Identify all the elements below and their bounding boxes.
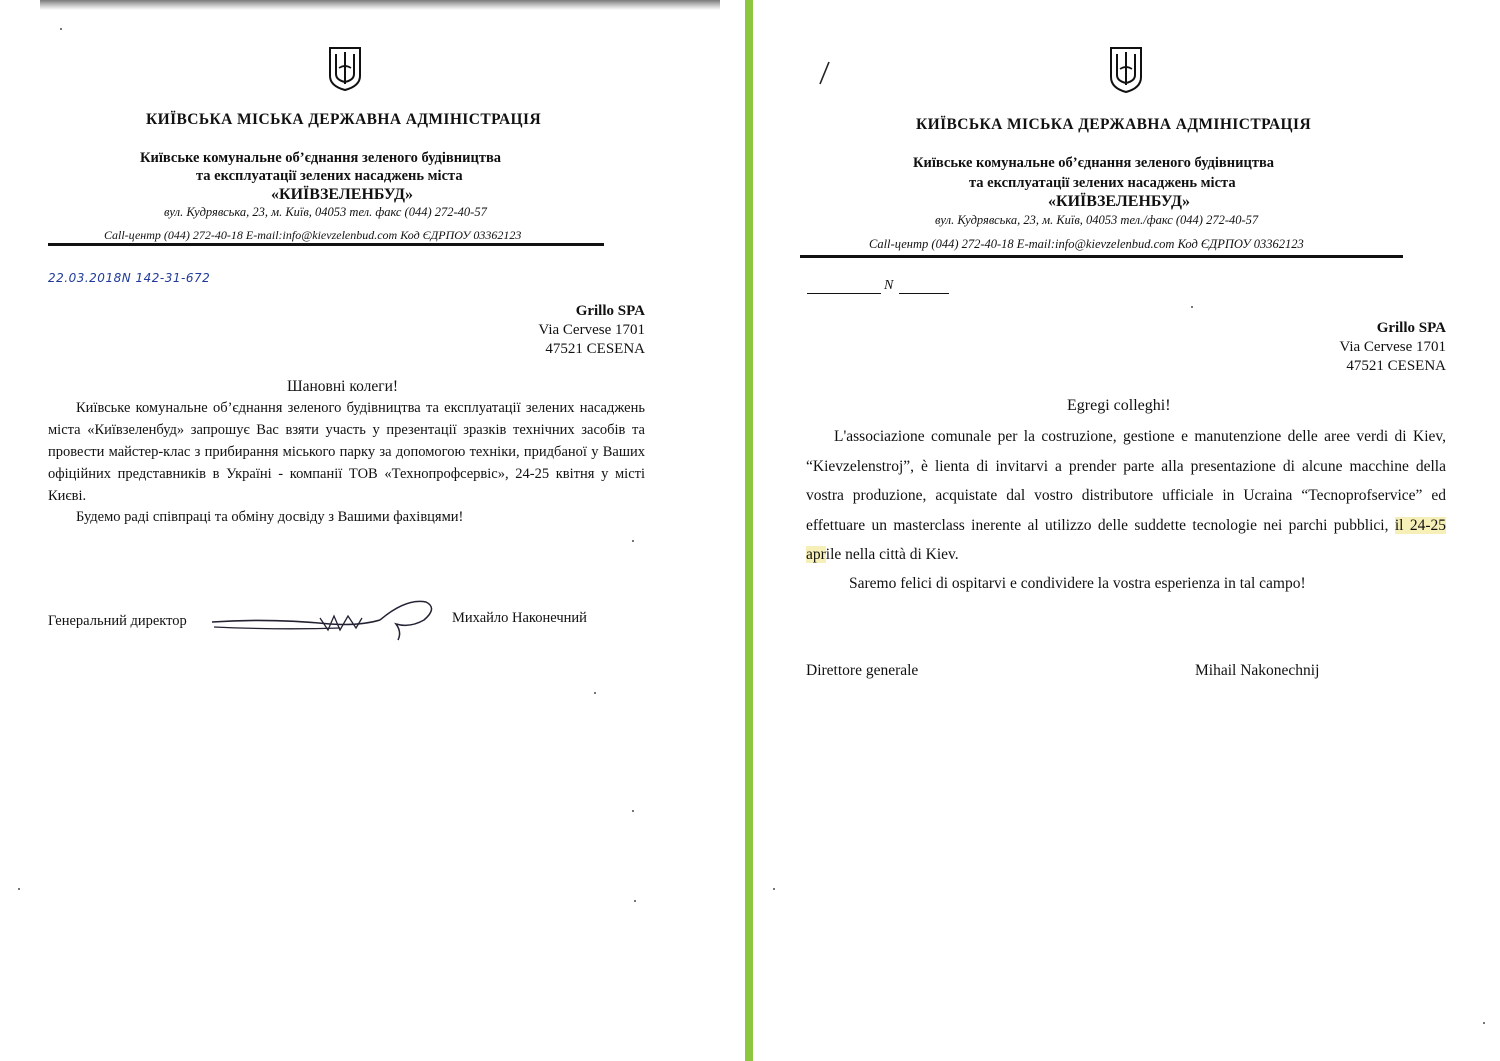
scan-speck	[773, 888, 775, 890]
body-paragraph-1: Київське комунальне об’єднання зеленого будівництва та експлуатації зелених насаджень міста «Київзеленбуд» запрошує Вас взяти участь у презентації зразків технічних засобів та провести майстер-клас з прибирання міського парку за допомогою техніки, придбаної у Ваших офіційних представників в Україні - компанії ТОВ «Технопрофсервіс», 24-25 квітня у місті Києві.	[48, 400, 645, 504]
org-name: «КИЇВЗЕЛЕНБУД»	[1048, 193, 1191, 210]
handwritten-signature	[210, 594, 440, 644]
signer-title: Генеральний директор	[48, 613, 187, 629]
number-label: N	[884, 278, 894, 293]
org-name: «КИЇВЗЕЛЕНБУД»	[271, 186, 414, 203]
greeting: Шановні колеги!	[287, 378, 399, 395]
heading: КИЇВСЬКА МІСЬКА ДЕРЖАВНА АДМІНІСТРАЦІЯ	[916, 116, 1312, 133]
paragraph-text-end: ile nella città di Kiev.	[825, 546, 959, 563]
scan-speck	[632, 810, 634, 812]
contact-line-1: вул. Кудрявська, 23, м. Київ, 04053 тел. факс (044) 272-40-57	[164, 205, 487, 219]
page-divider	[745, 0, 753, 1061]
org-line-2: та експлуатації зелених насаджень міста	[196, 168, 463, 184]
trident-coat-of-arms-icon	[328, 46, 362, 92]
scan-speck	[632, 540, 634, 542]
org-line-1: Київське комунальне об’єднання зеленого будівництва	[913, 155, 1275, 171]
recipient-city: 47521 CESENA	[1346, 358, 1446, 374]
contact-line-2: Call-центр (044) 272-40-18 E-mail:info@kievzelenbud.com Код ЄДРПОУ 03362123	[104, 228, 522, 242]
recipient-company: Grillo SPA	[575, 303, 645, 319]
body-paragraph-2: Будемо раді співпраці та обміну досвіду з Вашими фахівцями!	[76, 509, 464, 525]
scan-speck	[1191, 306, 1193, 308]
recipient-street: Via Cervese 1701	[1339, 339, 1446, 355]
signer-name: Mihail Nakonechnij	[1195, 662, 1320, 679]
letter-page-ukrainian	[0, 0, 745, 1061]
scan-speck	[18, 888, 20, 890]
scan-speck	[594, 692, 596, 694]
heading: КИЇВСЬКА МІСЬКА ДЕРЖАВНА АДМІНІСТРАЦІЯ	[146, 111, 542, 128]
date-blank-line	[807, 293, 881, 294]
signer-name: Михайло Наконечний	[452, 610, 587, 626]
recipient-street: Via Cervese 1701	[538, 322, 645, 338]
scan-speck	[1483, 1022, 1485, 1024]
org-line-2: та експлуатації зелених насаджень міста	[969, 175, 1236, 191]
highlighted-date: il 24-25 apr	[806, 516, 1446, 563]
contact-line-2: Call-центр (044) 272-40-18 E-mail:info@kievzelenbud.com Код ЄДРПОУ 03362123	[869, 237, 1304, 251]
scan-speck	[634, 900, 636, 902]
recipient-company: Grillo SPA	[1376, 320, 1446, 336]
number-blank-line	[899, 293, 949, 294]
greeting: Egregi colleghi!	[1067, 397, 1171, 414]
body-paragraph-1	[806, 422, 1446, 570]
recipient-address	[1339, 319, 1446, 376]
trident-coat-of-arms-icon	[1109, 46, 1143, 94]
letter-page-italian	[753, 0, 1500, 1061]
recipient-address	[538, 302, 645, 359]
handwritten-reference: 22.03.2018N 142-31-672	[48, 271, 211, 285]
contact-line-1: вул. Кудрявська, 23, м. Київ, 04053 тел./факс (044) 272-40-57	[935, 213, 1259, 227]
body-paragraph-2: Saremo felici di ospitarvi e condividere la vostra esperienza in tal campo!	[849, 575, 1306, 592]
pen-stroke-mark	[817, 60, 831, 86]
recipient-city: 47521 CESENA	[545, 341, 645, 357]
signer-title: Direttore generale	[806, 662, 919, 679]
paragraph-text: L'associazione comunale per la costruzione, gestione e manutenzione delle aree verdi di Kiev, “Kievzelenstroj”, è lienta di invitarvi a prender parte alla presentazione di alcune macchine della vostra produzione, acquistate dal vostro distributore ufficiale in Ucraina “Tecnoprofservice” ed effettuare un masterclass inerente al utilizzo delle suddette tecnologie nei parchi pubblici,	[806, 428, 1446, 534]
header-rule	[800, 255, 1403, 258]
org-line-1: Київське комунальне об’єднання зеленого будівництва	[140, 150, 502, 166]
scan-shadow	[40, 0, 720, 10]
header-rule	[48, 243, 604, 246]
scan-speck	[60, 28, 62, 30]
